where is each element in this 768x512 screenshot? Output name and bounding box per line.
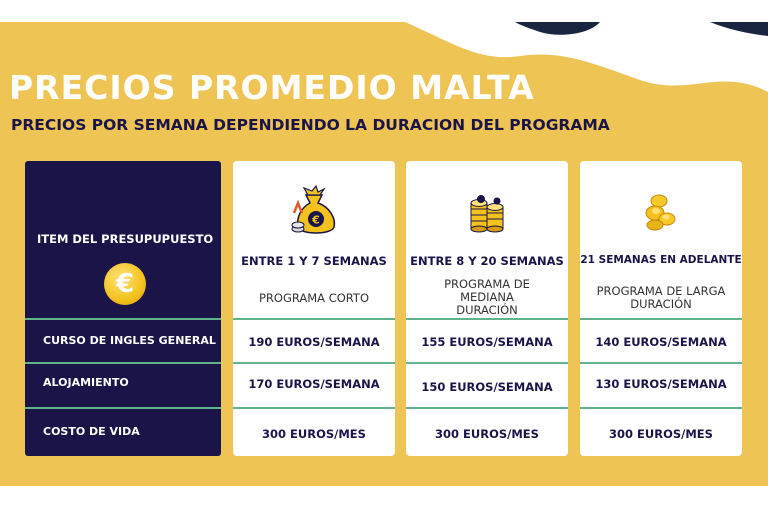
item-label-course: CURSO DE INGLES GENERAL bbox=[43, 334, 216, 347]
row-separator bbox=[25, 362, 221, 364]
column-header: ENTRE 1 Y 7 SEMANAS bbox=[241, 254, 387, 268]
gold-coins-icon bbox=[641, 191, 681, 233]
coin-stacks-icon bbox=[467, 191, 507, 235]
row-separator bbox=[406, 362, 568, 364]
row-separator bbox=[580, 362, 742, 364]
row-separator bbox=[233, 407, 395, 409]
price-living-cost: 300 EUROS/MES bbox=[435, 427, 539, 441]
price-lodging: 170 EUROS/SEMANA bbox=[248, 377, 380, 391]
column-header: 21 SEMANAS EN ADELANTE bbox=[580, 254, 742, 266]
price-living-cost: 300 EUROS/MES bbox=[262, 427, 366, 441]
price-course: 190 EUROS/SEMANA bbox=[248, 335, 380, 349]
row-separator bbox=[580, 318, 742, 320]
column-header: ENTRE 8 Y 20 SEMANAS bbox=[410, 254, 564, 268]
column-subtitle: PROGRAMA DE MEDIANA DURACIÓN bbox=[444, 277, 530, 317]
row-separator bbox=[25, 318, 221, 320]
money-bag-icon bbox=[290, 183, 338, 237]
price-column-medium bbox=[406, 161, 568, 456]
price-course: 155 EUROS/SEMANA bbox=[421, 335, 553, 349]
items-card bbox=[25, 161, 221, 456]
item-label-living-cost: COSTO DE VIDA bbox=[43, 425, 140, 438]
svg-text:€: € bbox=[312, 213, 320, 227]
price-column-long bbox=[580, 161, 742, 456]
row-separator bbox=[580, 407, 742, 409]
row-separator bbox=[25, 407, 221, 409]
price-column-short bbox=[233, 161, 395, 456]
pricing-banner bbox=[0, 22, 768, 486]
column-subtitle: PROGRAMA CORTO bbox=[258, 291, 370, 305]
item-label-lodging: ALOJAMIENTO bbox=[43, 376, 129, 389]
row-separator bbox=[233, 318, 395, 320]
euro-coin-icon: € bbox=[104, 263, 146, 305]
price-living-cost: 300 EUROS/MES bbox=[609, 427, 713, 441]
page-title: PRECIOS PROMEDIO MALTA bbox=[9, 68, 535, 107]
column-subtitle: PROGRAMA DE LARGA DURACIÓN bbox=[596, 284, 726, 311]
row-separator bbox=[406, 318, 568, 320]
items-header: ITEM DEL PRESUPUPUESTO bbox=[37, 232, 214, 246]
price-lodging: 150 EUROS/SEMANA bbox=[421, 380, 553, 394]
price-lodging: 130 EUROS/SEMANA bbox=[595, 377, 727, 391]
row-separator bbox=[406, 407, 568, 409]
page-subtitle: PRECIOS POR SEMANA DEPENDIENDO LA DURACION DEL PROGRAMA bbox=[11, 116, 610, 134]
price-course: 140 EUROS/SEMANA bbox=[595, 335, 727, 349]
row-separator bbox=[233, 362, 395, 364]
